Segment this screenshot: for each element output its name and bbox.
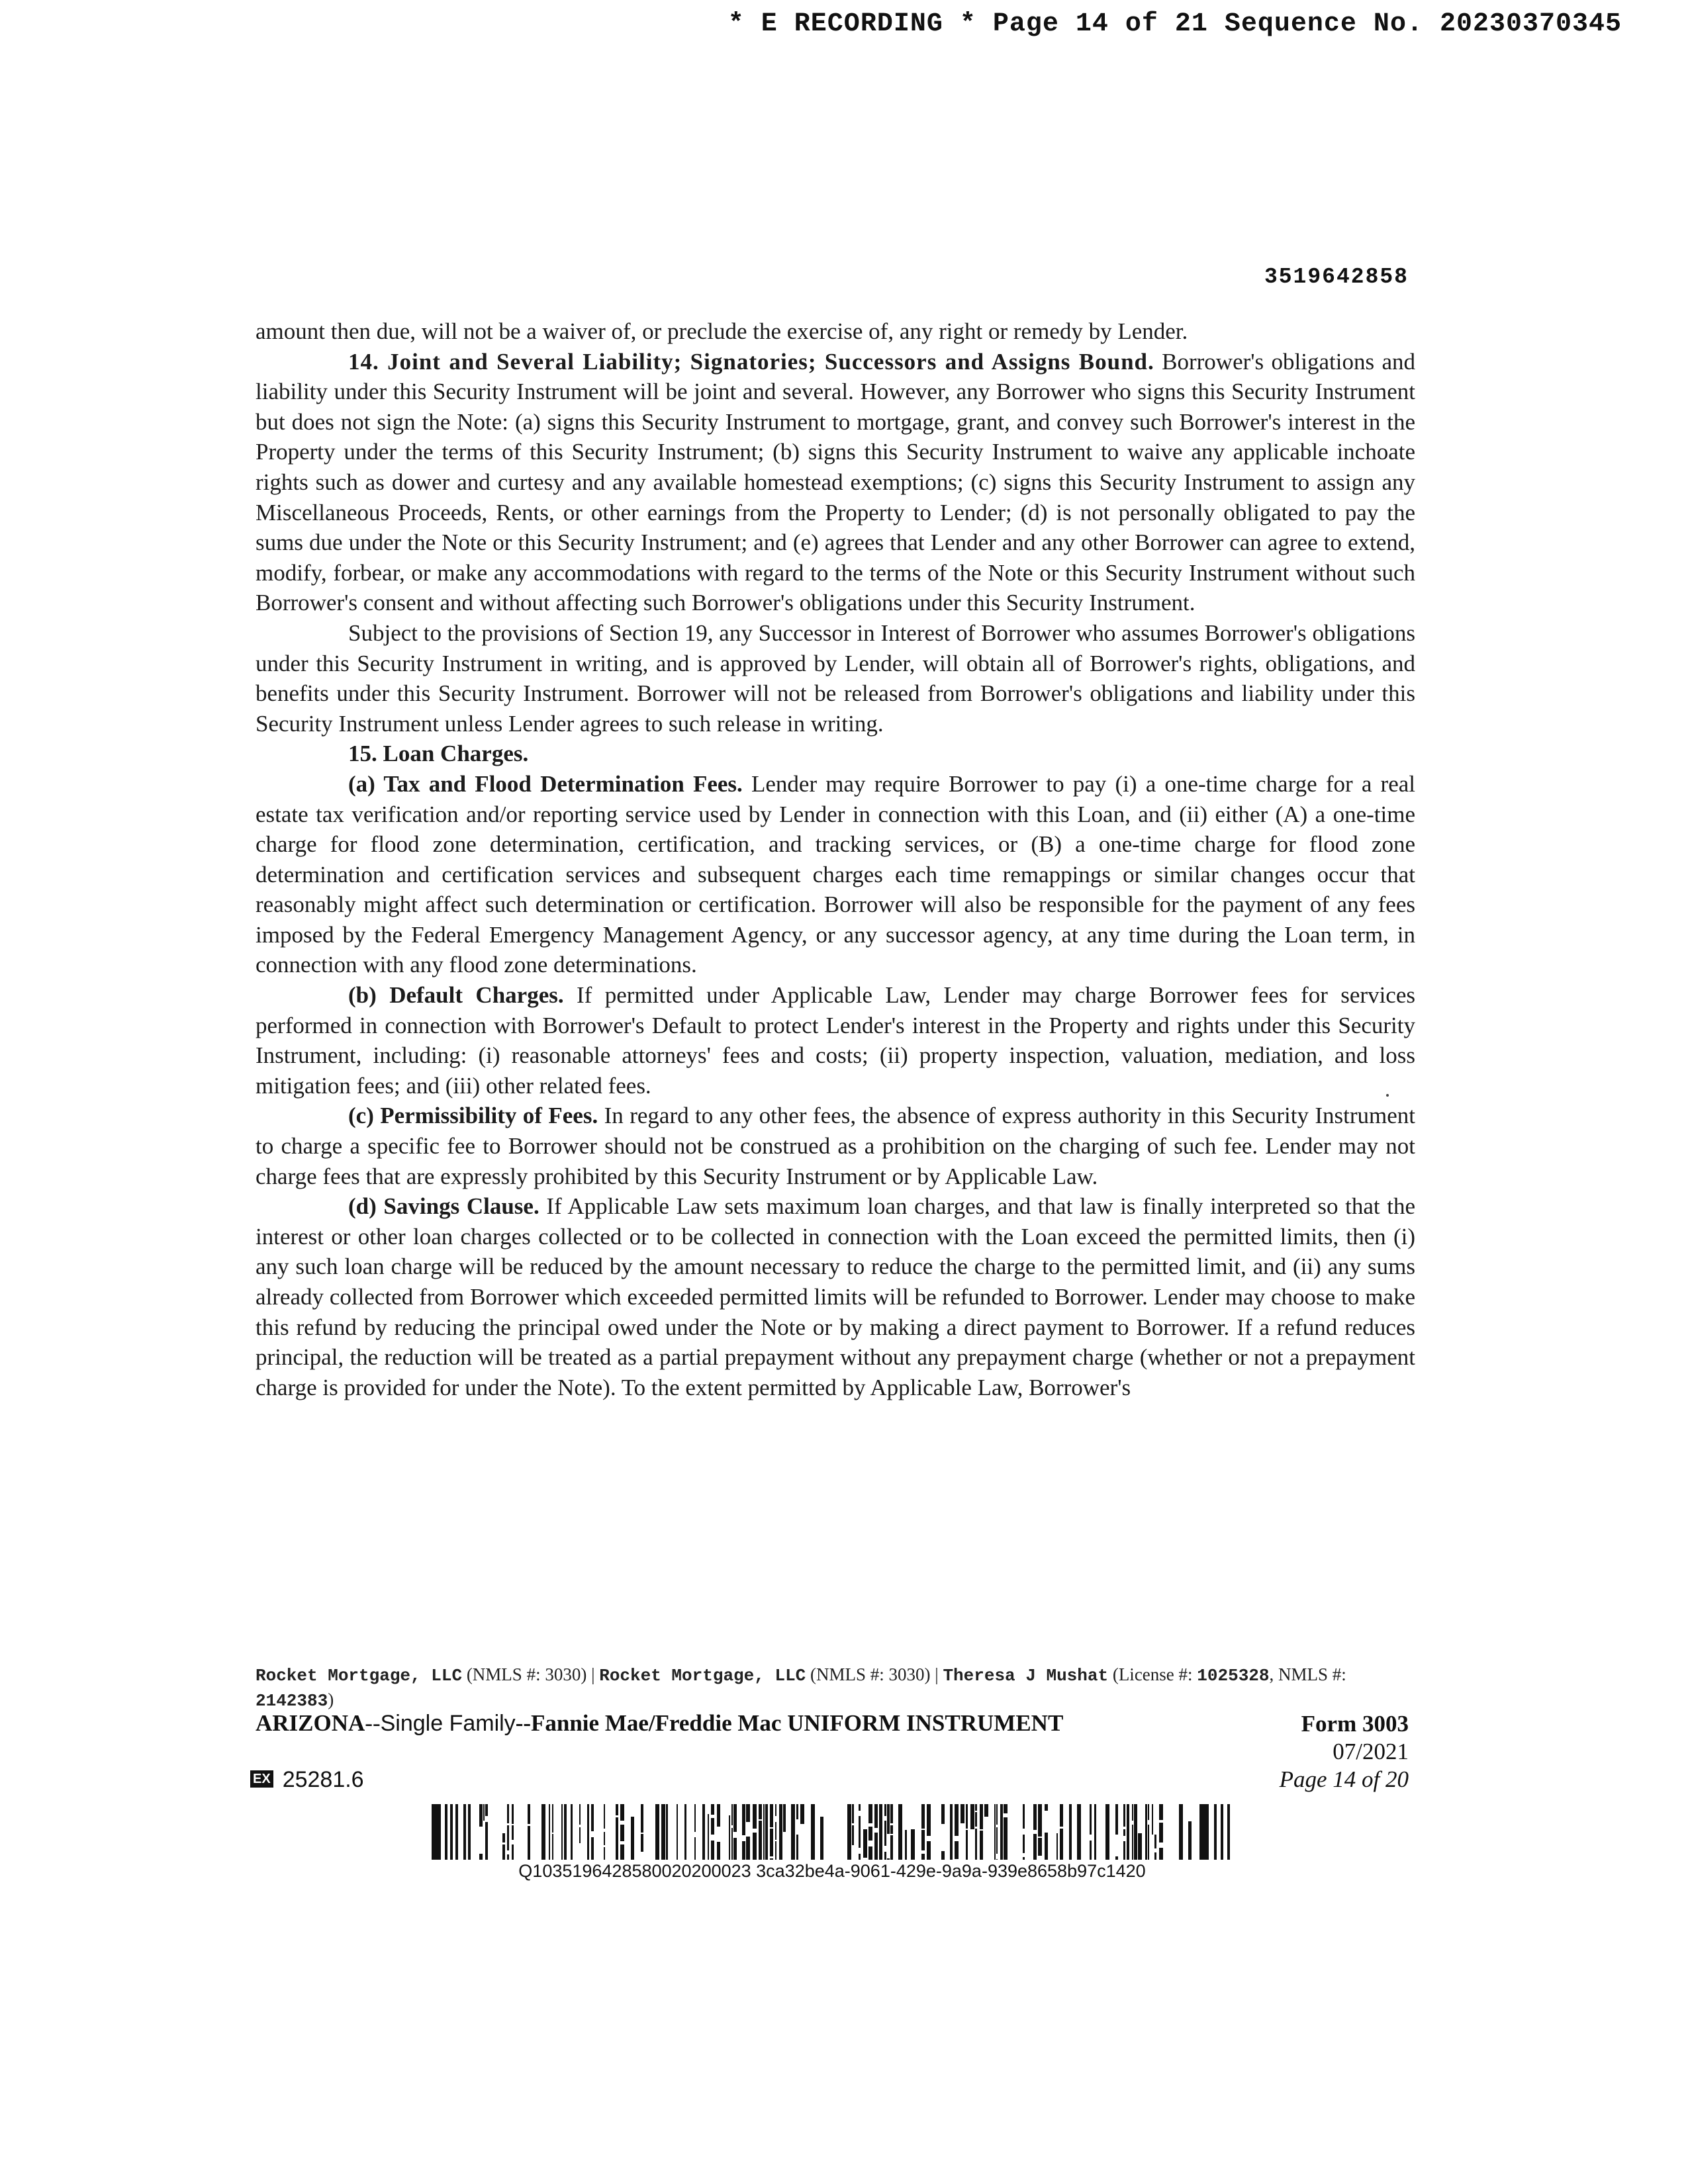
section-15a-heading: (a) Tax and Flood Determination Fees. [348, 770, 743, 797]
barcode-text: Q1035196428580020200023 3ca32be4a-9061-429e-9a9a-939e8658b97c1420 [518, 1861, 1146, 1881]
section-15b-heading: (b) Default Charges. [348, 982, 564, 1009]
section-15a [256, 769, 1415, 980]
document-body [256, 316, 1415, 1402]
section-15-heading: 15. Loan Charges. [348, 741, 529, 767]
form-dash-1: -- [365, 1710, 381, 1736]
form-family: Single Family [380, 1711, 516, 1736]
section-15 [256, 739, 1415, 769]
section-14 [256, 347, 1415, 618]
ex-code [250, 1767, 364, 1793]
separator-2: | [930, 1664, 943, 1684]
section-15b-text: If permitted under Applicable Law, Lender may charge Borrower fees for services performed in connection with Borrower's Default to protect Lender's interest in the Property and rights under this Security Instrument, including: (i) reasonable attorneys' fees and costs; (ii) property inspection, valuation, mediation, and loss mitigation fees; and (iii) other related fees. [256, 982, 1415, 1099]
section-15c-heading: (c) Permissibility of Fees. [348, 1103, 598, 1129]
stray-mark [1386, 1094, 1389, 1097]
form-info [1237, 1710, 1409, 1794]
nmls-label: , NMLS #: [1269, 1664, 1346, 1684]
license-number: 1025328 [1197, 1666, 1270, 1686]
section-15c-text: In regard to any other fees, the absence of express authority in this Security Instrument to charge a specific fee to Borrower should not be construed as a prohibition on the charging of such fee. Lender may not charge fees that are expressly prohibited by this Security Instrument or by Applicable Law. [256, 1103, 1416, 1189]
section-15d-heading: (d) Savings Clause. [348, 1193, 539, 1220]
separator-1: | [586, 1664, 600, 1684]
form-dash-2: -- [515, 1710, 531, 1736]
close-paren: ) [328, 1690, 334, 1709]
paragraph-continuation: amount then due, will not be a waiver of, or preclude the exercise of, any right or remedy by Lender. [256, 318, 1188, 344]
section-14-heading: 14. Joint and Several Liability; Signatories; Successors and Assigns Bound. [348, 348, 1154, 375]
footer-companies [256, 1662, 1415, 1713]
license-label: (License #: [1108, 1664, 1197, 1684]
form-date: 07/2021 [1333, 1739, 1409, 1764]
barcode-image [432, 1804, 1233, 1860]
section-15c [256, 1101, 1415, 1191]
section-15a-text: Lender may require Borrower to pay (i) a one-time charge for a real estate tax verification and/or reporting service used by Lender in connection with this Loan, and (ii) either (A) a one-time charge for flood zone determination, certification, and tracking services, or (B) a one-time charge for flood zone determination and certification services and subsequent charges each time remappings or similar changes occur that reasonably might affect such determination or certification. Borrower will also be responsible for the payment of any fees imposed by the Federal Emergency Management Agency, or any successor agency, at any time during the Loan term, in connection with any flood zone determinations. [256, 770, 1416, 978]
loan-originator-name: Theresa J Mushat [943, 1666, 1109, 1686]
section-15d [256, 1191, 1415, 1402]
form-state: ARIZONA [256, 1710, 365, 1736]
company-nmls-2: (NMLS #: 3030) [806, 1664, 931, 1684]
loan-number: 3519642858 [1264, 265, 1409, 289]
originator-nmls: 2142383 [256, 1691, 328, 1711]
section-15b [256, 980, 1415, 1101]
section-15d-text: If Applicable Law sets maximum loan charges, and that law is finally interpreted so that the interest or other loan charges collected or to be collected in connection with the Loan exceed the permitted limits, then (i) any such loan charge will be reduced by the amount necessary to reduce the charge to the permitted limit, and (ii) any sums already collected from Borrower which exceeded permitted limits will be refunded to Borrower. Lender may choose to make this refund by reducing the principal owed under the Note or by making a direct payment to Borrower. If a refund reduces principal, the reduction will be treated as a partial prepayment without any prepayment charge (whether or not a prepayment charge is provided for under the Note). To the extent permitted by Applicable Law, Borrower's [256, 1193, 1416, 1400]
company-nmls-1: (NMLS #: 3030) [462, 1664, 587, 1684]
ex-badge-icon: EX [250, 1770, 273, 1788]
form-number: Form 3003 [1301, 1711, 1409, 1737]
company-name-1: Rocket Mortgage, LLC [256, 1666, 463, 1686]
recording-header: * E RECORDING * Page 14 of 21 Sequence No. 20230370345 [727, 9, 1622, 39]
company-name-2: Rocket Mortgage, LLC [599, 1666, 806, 1686]
successors-paragraph: Subject to the provisions of Section 19, any Successor in Interest of Borrower who assumes Borrower's obligations under this Security Instrument in writing, and is approved by Lender, will obtain all of Borrower's rights, obligations, and benefits under this Security Instrument. Borrower will not be released from Borrower's obligations and liability under this Security Instrument unless Lender agrees to such release in writing. [256, 619, 1415, 737]
ex-code-value: 25281.6 [282, 1767, 364, 1792]
section-14-text: Borrower's obligations and liability under this Security Instrument will be joint and several. However, any Borrower who signs this Security Instrument but does not sign the Note: (a) signs this Security Instrument to mortgage, grant, and convey such Borrower's interest in the Property under the terms of this Security Instrument; (b) signs this Security Instrument to waive any applicable inchoate rights such as dower and curtesy and any available homestead exemptions; (c) signs this Security Instrument to assign any Miscellaneous Proceeds, Rents, or other earnings from the Property to Lender; (d) is not personally obligated to pay the sums due under the Note or this Security Instrument; and (e) agrees that Lender and any other Borrower can agree to extend, modify, forbear, or make any accommodations with regard to the terms of the Note or this Security Instrument without such Borrower's consent and without affecting such Borrower's obligations under this Security Instrument. [256, 348, 1415, 616]
page-number: Page 14 of 20 [1279, 1766, 1409, 1792]
form-title [256, 1710, 1063, 1737]
form-instrument: Fannie Mae/Freddie Mac UNIFORM INSTRUMENT [531, 1710, 1064, 1736]
barcode-bars [432, 1804, 1230, 1860]
